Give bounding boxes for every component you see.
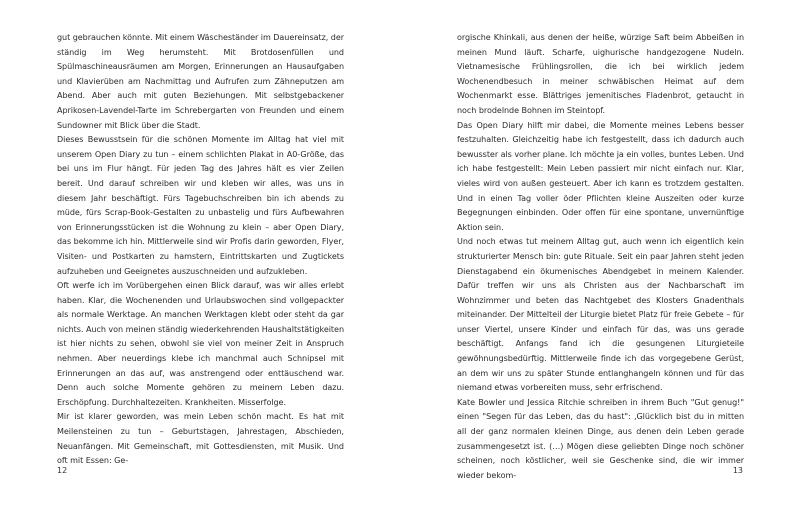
paragraph: Dieses Bewusstsein für die schönen Momente im Alltag hat viel mit unserem Open Diary zu tun – einem schlichten Plakat in A0-Größe, das bei uns im Flur hängt. Für jeden Tag des Jahres hält es vier Zeilen bereit. Und darauf schreiben wir und kleben wir alles, was uns in diesem Jahr beschäftigt. Fürs Tagebuchschreiben bin ich abends zu müde, fürs Scrap-Book-Gestalten zu unbastelig und fürs Aufbewahren von Erinnerungsstücken ist die Wohnung zu klein – aber Open Diary, das bekomme ich hin. Mittlerweile sind wir Profis darin geworden, Flyer, Visiten- und Postkarten zu hamstern, Eintrittskarten und Zugtickets aufzuheben und Geeignetes auszuschneiden und aufzukleben. bbox=[57, 135, 344, 276]
right-page bbox=[400, 0, 800, 508]
paragraph: Mir ist klarer geworden, was mein Leben schön macht. Es hat mit Meilensteinen zu tun – Geburtstagen, Jahrestagen, Abschieden, Neuanfängen. Mit Gemeinschaft, mit Gottesdiensten, mit Musik. Und oft mit Essen: Ge- bbox=[57, 412, 344, 466]
page-number-left: 12 bbox=[57, 466, 68, 475]
paragraph: Oft werfe ich im Vorübergehen einen Blick darauf, was wir alles erlebt haben. Klar, die Wochenenden und Urlaubswochen sind vollgepackter als normale Werktage. An manchen Werktagen klebt oder steht da gar nichts. Auch von meinen ständig wiederkehrenden Haushaltstätigkeiten ist hier nichts zu sehen, obwohl sie viel von meiner Zeit in Anspruch nehmen. Aber neuerdings klebe ich manchmal auch Schnipsel mit Erinnerungen an das auf, was anstrengend oder enttäuschend war. Denn auch solche Momente gehören zu meinem Leben dazu. Erschöpfung. Durchhaltezeiten. Krankheiten. Misserfolge. bbox=[57, 281, 344, 407]
paragraph: Das Open Diary hilft mir dabei, die Momente meines Lebens besser festzuhalten. Gleichzeitig habe ich festgestellt, dass ich dadurch auch bewusster als vorher plane. Ich möchte ja ein volles, buntes Leben. Und ich habe festgestellt: Mein Leben passiert mir nicht einfach nur. Klar, vieles wird von außen gesteuert. Aber ich kann es trotzdem gestalten. Und in einen Tag voller öder Pflichten kleine Auszeiten oder kurze Begegnungen einbinden. Oder offen für eine spontane, unvernünftige Aktion sein. bbox=[457, 120, 744, 232]
paragraph: Und noch etwas tut meinem Alltag gut, auch wenn ich eigentlich kein strukturierter Mensch bin: gute Rituale. Seit ein paar Jahren steht jeden Dienstagabend ein ökumenisches Abendgebet in meinem Kalender. Dafür treffen wir uns als Christen aus der Nachbarschaft im Wohnzimmer und beten das Nachtgebet des Klosters Gnadenthals miteinander. Der Mittelteil der Liturgie bietet Platz für freie Gebete – für unser Viertel, unsere Kinder und einfach für das, was uns gerade beschäftigt. Anfangs fand ich die gesungenen Liturgieteile gewöhnungsbedürftig. Mittlerweile finde ich das vorgegebene Gerüst, an dem wir uns zu später Stunde entlanghangeln können und für das niemand etwas vorbereiten muss, sehr erfrischend. bbox=[457, 237, 744, 393]
paragraph: gut gebrauchen könnte. Mit einem Wäscheständer im Dauereinsatz, der ständig im Weg herumsteht. Mit Brotdosenfüllen und Spülmaschineausräumen am Morgen, Erinnerungen an Hausaufgaben und Klavierüben am Nachmittag und Aufrufen zum Zähneputzen am Abend. Aber auch mit guten Beziehungen. Mit selbstgebackener Aprikosen-Lavendel-Tarte im Schrebergarten von Freunden und einem Sundowner mit Blick über die Stadt. bbox=[57, 33, 345, 130]
page-number-right: 13 bbox=[732, 466, 743, 475]
right-page-body bbox=[457, 31, 744, 483]
paragraph: orgische Khinkali, aus denen der heiße, würzige Saft beim Abbeißen in meinen Mund läuft. Scharfe, uighurische handgezogene Nudeln. Vietnamesische Frühlingsrollen, die ich bei wirklich jedem Wochenendbesuch in meiner schwäbischen Heimat auf dem Wochenmarkt esse. Blättriges jemenitisches Fladenbrot, getaucht in noch brodelnde Bohnen im Steintopf. bbox=[457, 33, 744, 115]
left-page-body bbox=[57, 31, 344, 469]
paragraph: Kate Bowler und Jessica Ritchie schreiben in ihrem Buch "Gut genug!" einen "Segen für das Leben, das du hast": ‚Glücklich bist du in mitten all der ganz normalen kleinen Dinge, aus denen dein Leben gerade zusammengesetzt ist. (…) Mögen diese geliebten Dinge noch schöner scheinen, noch köstlicher, weil sie Geschenke sind, die wir immer wieder bekom- bbox=[457, 397, 744, 480]
